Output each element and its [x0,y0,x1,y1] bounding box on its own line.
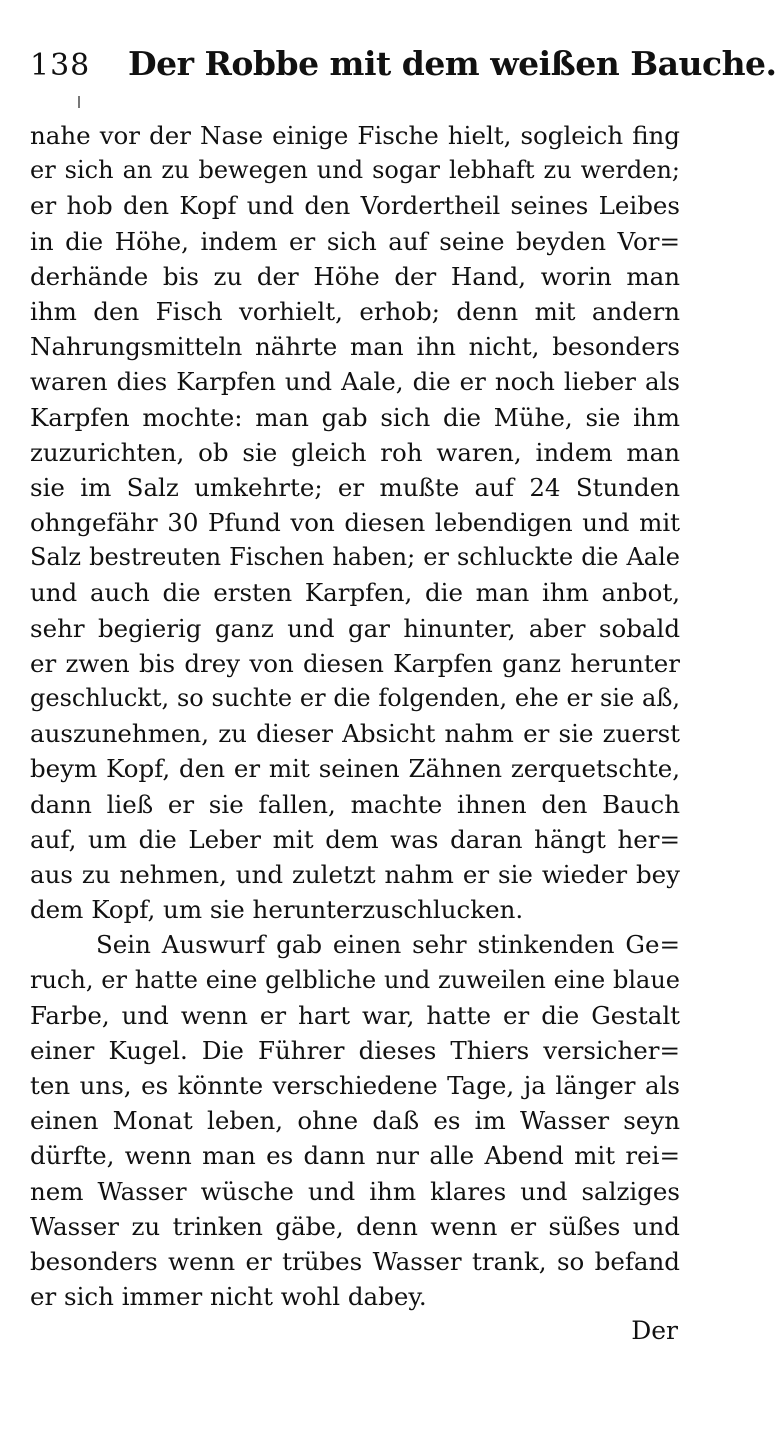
text-line: dann ließ er sie fallen, machte ihnen den Bauch [30,789,680,819]
text-line: nahe vor der Nase einige Fische hielt, sogleich fing [30,121,680,150]
text-line: ihm den Fisch vorhielt, erhob; denn mit andern [30,296,680,326]
text-line: beym Kopf, den er mit seinen Zähnen zerquetschte, [30,754,680,784]
stray-ink-mark [78,96,80,108]
text-line: dem Kopf, um sie herunterzuschlucken. [30,895,524,925]
text-line: einen Monat leben, ohne daß es im Wasser seyn [30,1106,680,1136]
text-line: er hob den Kopf und den Vordertheil seines Leibes [30,191,680,221]
text-line: er sich immer nicht wohl dabey. [30,1282,427,1312]
text-line: einer Kugel. Die Führer dieses Thiers versicher= [30,1035,680,1065]
text-line: Salz bestreuten Fischen haben; er schluckte die Aale [30,543,680,572]
running-title: Der Robbe mit dem weißen Bauche. [128,44,777,83]
body-text [30,118,680,1314]
text-line: derhände bis zu der Höhe der Hand, worin man [30,261,680,291]
text-line: sehr begierig ganz und gar hinunter, aber sobald [30,613,680,643]
text-line: auszunehmen, zu dieser Absicht nahm er sie zuerst [30,719,680,749]
text-line: geschluckt, so suchte er die folgenden, ehe er sie aß, [30,684,680,712]
text-line: besonders wenn er trübes Wasser trank, so befand [30,1247,680,1276]
text-line: dürfte, wenn man es dann nur alle Abend mit rei= [30,1141,680,1171]
text-line: ruch, er hatte eine gelbliche und zuweilen eine blaue [30,965,680,994]
paragraph [30,118,680,927]
text-line: er zwen bis drey von diesen Karpfen ganz herunter [30,648,680,678]
text-line: ten uns, es könnte verschiedene Tage, ja länger als [30,1071,680,1101]
text-line: Farbe, und wenn er hart war, hatte er die Gestalt [30,1000,680,1030]
text-line: waren dies Karpfen und Aale, die er noch lieber als [30,367,680,397]
text-line: zuzurichten, ob sie gleich roh waren, indem man [30,437,680,467]
text-line: er sich an zu bewegen und sogar lebhaft zu werden; [30,156,680,185]
text-line: ohngefähr 30 Pfund von diesen lebendigen und mit [30,508,680,538]
text-line: Karpfen mochte: man gab sich die Mühe, sie ihm [30,402,680,432]
page-header [30,42,777,92]
text-line: aus zu nehmen, und zuletzt nahm er sie wieder bey [30,859,680,889]
text-line: Nahrungsmitteln nährte man ihn nicht, besonders [30,332,680,362]
text-line: Wasser zu trinken gäbe, denn wenn er süßes und [30,1211,680,1241]
text-line: Sein Auswurf gab einen sehr stinkenden Ge= [96,930,680,960]
text-line: und auch die ersten Karpfen, die man ihm anbot, [30,578,680,608]
page-number: 138 [30,48,91,83]
text-line: sie im Salz umkehrte; er mußte auf 24 Stunden [30,472,680,502]
paragraph [30,927,680,1314]
text-line: in die Höhe, indem er sich auf seine beyden Vor= [30,226,680,256]
text-line: auf, um die Leber mit dem was daran hängt her= [30,824,680,854]
catchword: Der [631,1316,678,1345]
text-line: nem Wasser wüsche und ihm klares und salziges [30,1176,680,1206]
